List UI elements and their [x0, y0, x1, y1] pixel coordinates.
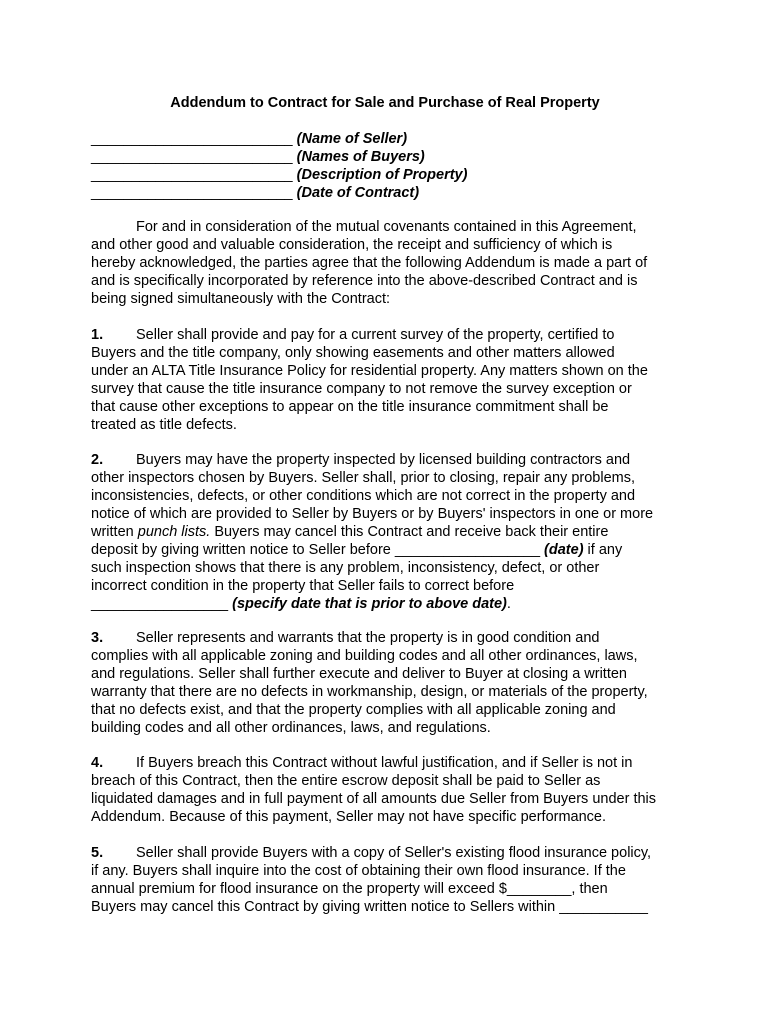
text-line: such inspection shows that there is any problem, inconsistency, defect, or other — [91, 560, 600, 576]
text-line: warranty that there are no defects in workmanship, design, or materials of the property, — [91, 684, 648, 700]
text-line: being signed simultaneously with the Contract: — [91, 291, 391, 307]
text-line — [91, 629, 681, 647]
field-label: (Name of Seller) — [296, 131, 408, 147]
text-line: and regulations. Seller shall further execute and deliver to Buyer at closing a written — [91, 666, 627, 682]
section-number: 1. — [91, 327, 104, 343]
blank-line: _________________________ — [91, 131, 293, 147]
field-contract-date — [91, 184, 467, 202]
section-number: 2. — [91, 452, 104, 468]
date-instruction: (specify date that is prior to above date) — [228, 596, 507, 612]
text-line — [91, 523, 681, 541]
text: Seller shall provide and pay for a current survey of the property, certified to — [136, 327, 615, 343]
text-line — [91, 218, 681, 236]
section-4 — [91, 754, 681, 826]
intro-paragraph — [91, 218, 681, 308]
text-line: and is specifically incorporated by reference into the above-described Contract and is — [91, 273, 638, 289]
field-buyer-names — [91, 148, 467, 166]
text: written — [91, 524, 138, 540]
text: Seller shall provide Buyers with a copy of Seller's existing flood insurance policy, — [136, 845, 652, 861]
text-line: treated as title defects. — [91, 417, 237, 433]
blank-line: _________________________ — [91, 149, 293, 165]
text-line: other inspectors chosen by Buyers. Seller shall, prior to closing, repair any problems, — [91, 470, 636, 486]
date-blank: _________________ — [91, 596, 229, 612]
text: . — [506, 596, 511, 612]
text-line: complies with all applicable zoning and building codes and all other ordinances, laws, — [91, 648, 638, 664]
text: Seller represents and warrants that the property is in good condition and — [136, 630, 600, 646]
text-line: that no defects exist, and that the property complies with all applicable zoning and — [91, 702, 616, 718]
text-line: building codes and all other ordinances, laws, and regulations. — [91, 720, 491, 736]
text: deposit by giving written notice to Seller before — [91, 542, 395, 558]
document-title: Addendum to Contract for Sale and Purchase of Real Property — [170, 95, 600, 111]
text-line: and other good and valuable consideration, the receipt and sufficiency of which is — [91, 237, 613, 253]
text-line — [91, 754, 681, 772]
blank-line: _________________________ — [91, 167, 293, 183]
text-line — [91, 541, 681, 559]
text-line: breach of this Contract, then the entire escrow deposit shall be paid to Seller as — [91, 773, 601, 789]
text-line — [91, 844, 681, 862]
field-seller-name — [91, 130, 467, 148]
text-line — [91, 326, 681, 344]
section-number: 5. — [91, 845, 104, 861]
date-blank: __________________ — [394, 542, 541, 558]
text-line: if any. Buyers shall inquire into the cost of obtaining their own flood insurance. If the — [91, 863, 626, 879]
section-2 — [91, 451, 681, 613]
field-label: (Description of Property) — [296, 167, 468, 183]
section-1 — [91, 326, 681, 434]
text: Buyers may have the property inspected by licensed building contractors and — [136, 452, 631, 468]
field-label: (Names of Buyers) — [296, 149, 425, 165]
text-line: that cause other exceptions to appear on the title insurance commitment shall be — [91, 399, 609, 415]
field-property-description — [91, 166, 467, 184]
text: if any — [583, 542, 623, 558]
blank-line: _________________________ — [91, 185, 293, 201]
text-line — [91, 595, 681, 613]
header-fields — [91, 130, 467, 202]
text-line: under an ALTA Title Insurance Policy for residential property. Any matters shown on the — [91, 363, 648, 379]
text: For and in consideration of the mutual covenants contained in this Agreement, — [136, 219, 637, 235]
date-label: (date) — [540, 542, 584, 558]
text-line — [91, 451, 681, 469]
text: Buyers may cancel this Contract and receive back their entire — [210, 524, 609, 540]
section-number: 3. — [91, 630, 104, 646]
text-line: hereby acknowledged, the parties agree that the following Addendum is made a part of — [91, 255, 648, 271]
field-label: (Date of Contract) — [296, 185, 420, 201]
punch-lists-term: punch lists. — [137, 524, 211, 540]
text-line: Buyers and the title company, only showing easements and other matters allowed — [91, 345, 615, 361]
text-line: liquidated damages and in full payment of all amounts due Seller from Buyers under this — [91, 791, 657, 807]
text-line: Buyers may cancel this Contract by giving written notice to Sellers within ___________ — [91, 899, 648, 915]
text-line: notice of which are provided to Seller by Buyers or by Buyers' inspectors in one or more — [91, 506, 654, 522]
text-line: inconsistencies, defects, or other conditions which are not correct in the property and — [91, 488, 636, 504]
text-line: Addendum. Because of this payment, Seller may not have specific performance. — [91, 809, 607, 825]
text-line: survey that cause the title insurance company to not remove the survey exception or — [91, 381, 632, 397]
text-line: annual premium for flood insurance on the property will exceed $________, then — [91, 881, 608, 897]
text: If Buyers breach this Contract without lawful justification, and if Seller is not in — [136, 755, 633, 771]
section-5 — [91, 844, 681, 916]
section-number: 4. — [91, 755, 104, 771]
section-3 — [91, 629, 681, 737]
text-line: incorrect condition in the property that Seller fails to correct before — [91, 578, 515, 594]
